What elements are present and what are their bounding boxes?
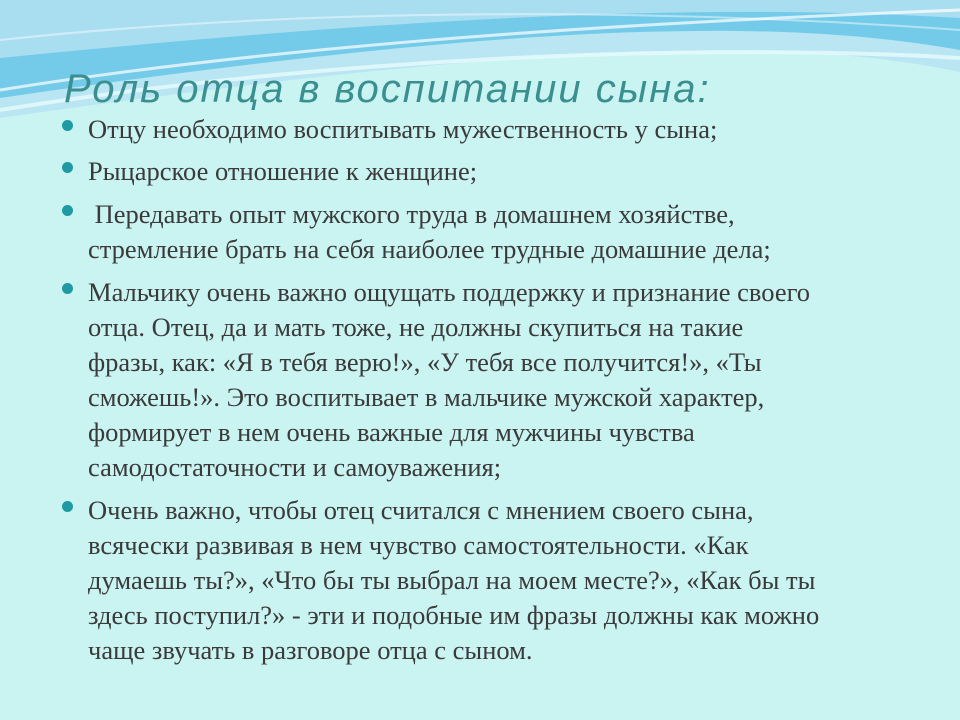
bullet-line: чаще звучать в разговоре отца с сыном. — [88, 635, 533, 665]
slide-title: Роль отца в воспитании сына: — [64, 67, 711, 111]
bullet-line: Рыцарское отношение к женщине; — [88, 156, 478, 186]
bullet-text — [88, 493, 819, 668]
bullet-line: здесь поступил?» - эти и подобные им фразы должны как можно — [88, 600, 820, 630]
bullet-text — [88, 154, 477, 189]
bullet-line: самодостаточности и самоуважения; — [88, 452, 502, 482]
bullet-line: фразы, как: «Я в тебя верю!», «У тебя все получится!», «Ты — [88, 347, 762, 377]
bullet-text — [88, 112, 717, 147]
bullet-dot-icon — [62, 120, 73, 131]
bullet-line: сможешь!». Это воспитывает в мальчике мужской характер, — [88, 382, 765, 412]
bullet-line: Передавать опыт мужского труда в домашнем хозяйстве, — [88, 199, 735, 229]
bullet-line: думаешь ты?», «Что бы ты выбрал на моем месте?», «Как бы ты — [88, 565, 816, 595]
bullet-dot-icon — [62, 283, 73, 294]
bullet-line: Отцу необходимо воспитывать мужественность у сына; — [88, 114, 718, 144]
bullet-dot-icon — [62, 205, 73, 216]
bullet-dot-icon — [62, 501, 73, 512]
bullet-line: формирует в нем очень важные для мужчины чувства — [88, 417, 695, 447]
bullet-dot-icon — [62, 162, 73, 173]
bullet-line: Мальчику очень важно ощущать поддержку и признание своего — [88, 277, 811, 307]
bullet-line: стремление брать на себя наиболее трудные домашние дела; — [88, 234, 771, 264]
bullet-text — [88, 275, 810, 485]
bullet-text — [88, 197, 771, 267]
bullet-line: Очень важно, чтобы отец считался с мнением своего сына, — [88, 495, 754, 525]
bullet-line: всячески развивая в нем чувство самостоятельности. «Как — [88, 530, 749, 560]
bullet-line: отца. Отец, да и мать тоже, не должны скупиться на такие — [88, 312, 744, 342]
